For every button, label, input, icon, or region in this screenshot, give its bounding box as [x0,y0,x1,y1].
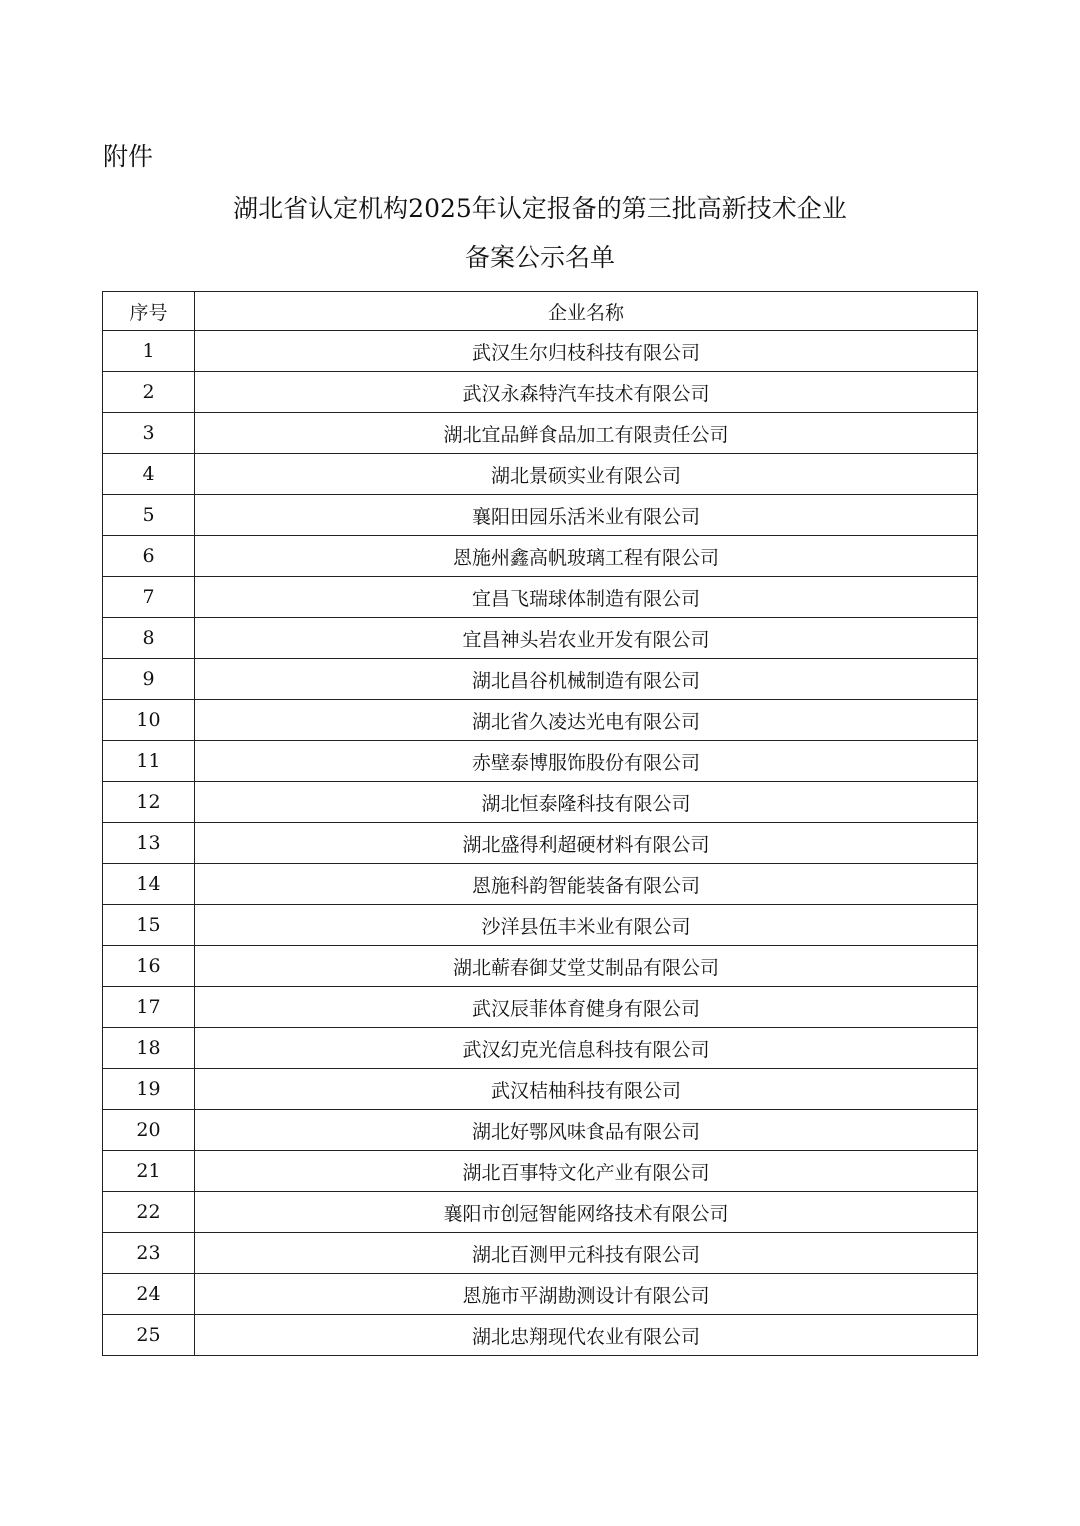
table-row [103,495,978,536]
company-name-cell: 湖北百事特文化产业有限公司 [195,1151,978,1192]
company-name-cell: 武汉永森特汽车技术有限公司 [195,372,978,413]
company-name-cell: 湖北恒泰隆科技有限公司 [195,782,978,823]
table-row [103,1315,978,1356]
company-name-cell: 湖北蕲春御艾堂艾制品有限公司 [195,946,978,987]
table-row [103,1069,978,1110]
serial-number-cell: 3 [103,413,195,454]
company-name-cell: 宜昌神头岩农业开发有限公司 [195,618,978,659]
company-name-cell: 恩施科韵智能装备有限公司 [195,864,978,905]
company-name-cell: 襄阳市创冠智能网络技术有限公司 [195,1192,978,1233]
table-row [103,864,978,905]
table-row [103,536,978,577]
serial-number-cell: 2 [103,372,195,413]
serial-number-cell: 4 [103,454,195,495]
table-row [103,1274,978,1315]
company-name-cell: 湖北忠翔现代农业有限公司 [195,1315,978,1356]
table-row [103,741,978,782]
company-name-cell: 恩施州鑫高帆玻璃工程有限公司 [195,536,978,577]
serial-number-cell: 7 [103,577,195,618]
company-name-cell: 武汉桔柚科技有限公司 [195,1069,978,1110]
document-title-line-2: 备案公示名单 [464,243,615,272]
table-header-row [103,292,978,331]
company-name-cell: 湖北百测甲元科技有限公司 [195,1233,978,1274]
company-name-cell: 湖北昌谷机械制造有限公司 [195,659,978,700]
company-name-cell: 湖北景硕实业有限公司 [195,454,978,495]
attachment-label: 附件 [103,142,154,171]
table-row [103,782,978,823]
serial-number-cell: 10 [103,700,195,741]
serial-number-cell: 25 [103,1315,195,1356]
company-name-cell: 武汉幻克光信息科技有限公司 [195,1028,978,1069]
company-list-table [102,291,978,1356]
table-row [103,413,978,454]
serial-number-cell: 12 [103,782,195,823]
company-name-cell: 恩施市平湖勘测设计有限公司 [195,1274,978,1315]
table-row [103,700,978,741]
company-name-cell: 武汉生尔归枝科技有限公司 [195,331,978,372]
table-row [103,659,978,700]
company-name-cell: 赤壁泰博服饰股份有限公司 [195,741,978,782]
table-row [103,1110,978,1151]
serial-number-cell: 14 [103,864,195,905]
table-row [103,618,978,659]
company-name-cell: 宜昌飞瑞球体制造有限公司 [195,577,978,618]
serial-number-cell: 20 [103,1110,195,1151]
serial-number-cell: 24 [103,1274,195,1315]
header-serial-number: 序号 [103,292,195,331]
serial-number-cell: 18 [103,1028,195,1069]
table-row [103,372,978,413]
table-row [103,987,978,1028]
table-row [103,1192,978,1233]
serial-number-cell: 16 [103,946,195,987]
company-name-cell: 湖北省久凌达光电有限公司 [195,700,978,741]
serial-number-cell: 8 [103,618,195,659]
table-row [103,1028,978,1069]
company-name-cell: 襄阳田园乐活米业有限公司 [195,495,978,536]
serial-number-cell: 11 [103,741,195,782]
serial-number-cell: 21 [103,1151,195,1192]
document-title-line-1: 湖北省认定机构2025年认定报备的第三批高新技术企业 [233,194,847,223]
serial-number-cell: 13 [103,823,195,864]
company-name-cell: 武汉辰菲体育健身有限公司 [195,987,978,1028]
header-company-name: 企业名称 [195,292,978,331]
company-name-cell: 湖北盛得利超硬材料有限公司 [195,823,978,864]
table-row [103,905,978,946]
company-name-cell: 湖北宜品鲜食品加工有限责任公司 [195,413,978,454]
serial-number-cell: 5 [103,495,195,536]
serial-number-cell: 15 [103,905,195,946]
table-row [103,331,978,372]
serial-number-cell: 17 [103,987,195,1028]
serial-number-cell: 22 [103,1192,195,1233]
table-row [103,1151,978,1192]
table-row [103,454,978,495]
company-name-cell: 湖北好鄂风味食品有限公司 [195,1110,978,1151]
company-name-cell: 沙洋县伍丰米业有限公司 [195,905,978,946]
table-row [103,577,978,618]
serial-number-cell: 9 [103,659,195,700]
serial-number-cell: 23 [103,1233,195,1274]
serial-number-cell: 1 [103,331,195,372]
serial-number-cell: 19 [103,1069,195,1110]
serial-number-cell: 6 [103,536,195,577]
table-row [103,1233,978,1274]
table-row [103,823,978,864]
table-row [103,946,978,987]
